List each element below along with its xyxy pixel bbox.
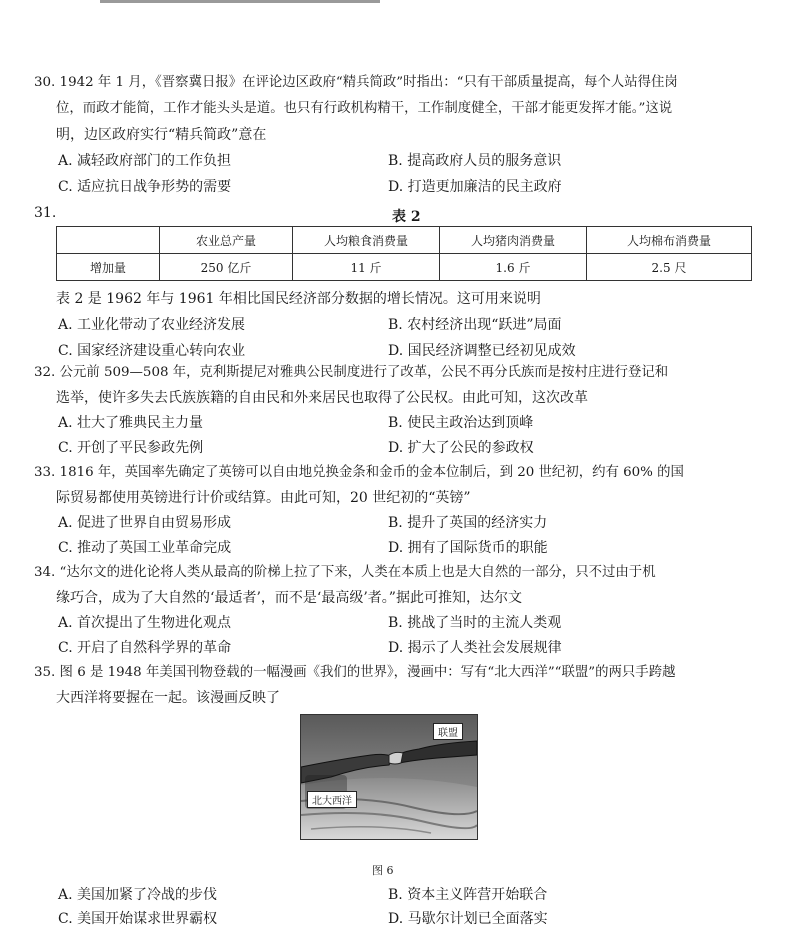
table-header-cell: 人均棉布消费量 [587,227,752,254]
q33-option-c[interactable]: C. 推动了英国工业革命完成 [58,540,232,556]
figure-caption: 图 6 [372,864,394,877]
q35-option-d[interactable]: D. 马歇尔计划已全面落实 [388,911,548,927]
q32-option-b[interactable]: B. 使民主政治达到顶峰 [388,415,534,431]
table-cell: 250 亿斤 [160,254,293,281]
q31-number: 31. [34,205,57,221]
table-cell: 增加量 [57,254,160,281]
q32-stem-line2: 选举，使许多失去氏族族籍的自由民和外来居民也取得了公民权。由此可知，这次改革 [56,390,588,406]
q35-stem-line2: 大西洋将要握在一起。该漫画反映了 [56,690,280,706]
table-row [57,254,752,281]
table-header-cell: 人均粮食消费量 [293,227,440,254]
q33-stem-line2: 际贸易都使用英镑进行计价或结算。由此可知，20 世纪初的“英镑” [56,490,471,506]
table-header-cell: 人均猪肉消费量 [440,227,587,254]
q30-stem-line1: 30. 1942 年 1 月，《晋察冀日报》在评论边区政府“精兵简政”时指出：“只有干部质量提高，每个人站得住岗 [34,75,678,90]
q31-option-a[interactable]: A. 工业化带动了农业经济发展 [58,317,246,333]
q32-stem-line1: 32. 公元前 509—508 年，克利斯提尼对雅典公民制度进行了改革，公民不再分氏族而是按村庄进行登记和 [34,365,669,380]
q33-option-d[interactable]: D. 拥有了国际货币的职能 [388,540,548,556]
q31-stem: 表 2 是 1962 年与 1961 年相比国民经济部分数据的增长情况。这可用来说明 [56,291,541,307]
table-cell: 1.6 斤 [440,254,587,281]
table-header-cell [57,227,160,254]
q31-option-c[interactable]: C. 国家经济建设重心转向农业 [58,343,246,359]
q34-option-c[interactable]: C. 开启了自然科学界的革命 [58,640,232,656]
q30-option-b[interactable]: B. 提高政府人员的服务意识 [388,153,562,169]
table-cell: 11 斤 [293,254,440,281]
q33-stem-line1: 33. 1816 年，英国率先确定了英镑可以自由地兑换金条和金币的金本位制后，到 20 世纪初，约有 60% 的国 [34,465,684,480]
q31-option-d[interactable]: D. 国民经济调整已经初见成效 [388,343,576,359]
q33-option-a[interactable]: A. 促进了世界自由贸易形成 [58,515,232,531]
q35-stem-line1: 35. 图 6 是 1948 年美国刊物登载的一幅漫画《我们的世界》，漫画中：写有“北大西洋”“联盟”的两只手跨越 [34,665,676,680]
q33-option-b[interactable]: B. 提升了英国的经济实力 [388,515,548,531]
table-header-row [57,227,752,254]
q32-option-c[interactable]: C. 开创了平民参政先例 [58,440,204,456]
label-alliance: 联盟 [433,723,463,740]
q34-stem-line2: 缘巧合，成为了大自然的‘最适者’，而不是‘最高级’者。”据此可推知，达尔文 [56,590,522,606]
q30-option-a[interactable]: A. 减轻政府部门的工作负担 [58,153,232,169]
q34-stem-line1: 34. “达尔文的进化论将人类从最高的阶梯上拉了下来，人类在本质上也是大自然的一部分，只不过由于机 [34,565,656,580]
q34-option-d[interactable]: D. 揭示了人类社会发展规律 [388,640,562,656]
q32-option-a[interactable]: A. 壮大了雅典民主力量 [58,415,204,431]
q30-stem-line2: 位，而政才能简，工作才能头头是道。也只有行政机构精干，工作制度健全，干部才能更发挥才能。”这说 [56,101,673,116]
q30-option-d[interactable]: D. 打造更加廉洁的民主政府 [388,179,562,195]
q34-option-a[interactable]: A. 首次提出了生物进化观点 [58,615,232,631]
q34-option-b[interactable]: B. 挑战了当时的主流人类观 [388,615,562,631]
top-rule [100,0,380,3]
q32-option-d[interactable]: D. 扩大了公民的参政权 [388,440,534,456]
table-cell: 2.5 尺 [587,254,752,281]
q35-option-c[interactable]: C. 美国开始谋求世界霸权 [58,911,218,927]
q30-option-c[interactable]: C. 适应抗日战争形势的需要 [58,179,232,195]
label-north-atlantic: 北大西洋 [307,791,357,808]
q30-stem-line3: 明，边区政府实行“精兵简政”意在 [56,127,267,143]
q31-option-b[interactable]: B. 农村经济出现“跃进”局面 [388,317,562,333]
q35-option-b[interactable]: B. 资本主义阵营开始联合 [388,887,548,903]
table-header-cell: 农业总产量 [160,227,293,254]
cartoon-figure [300,714,478,840]
data-table [56,226,752,281]
table-caption: 表 2 [392,209,421,225]
q35-option-a[interactable]: A. 美国加紧了冷战的步伐 [58,887,218,903]
